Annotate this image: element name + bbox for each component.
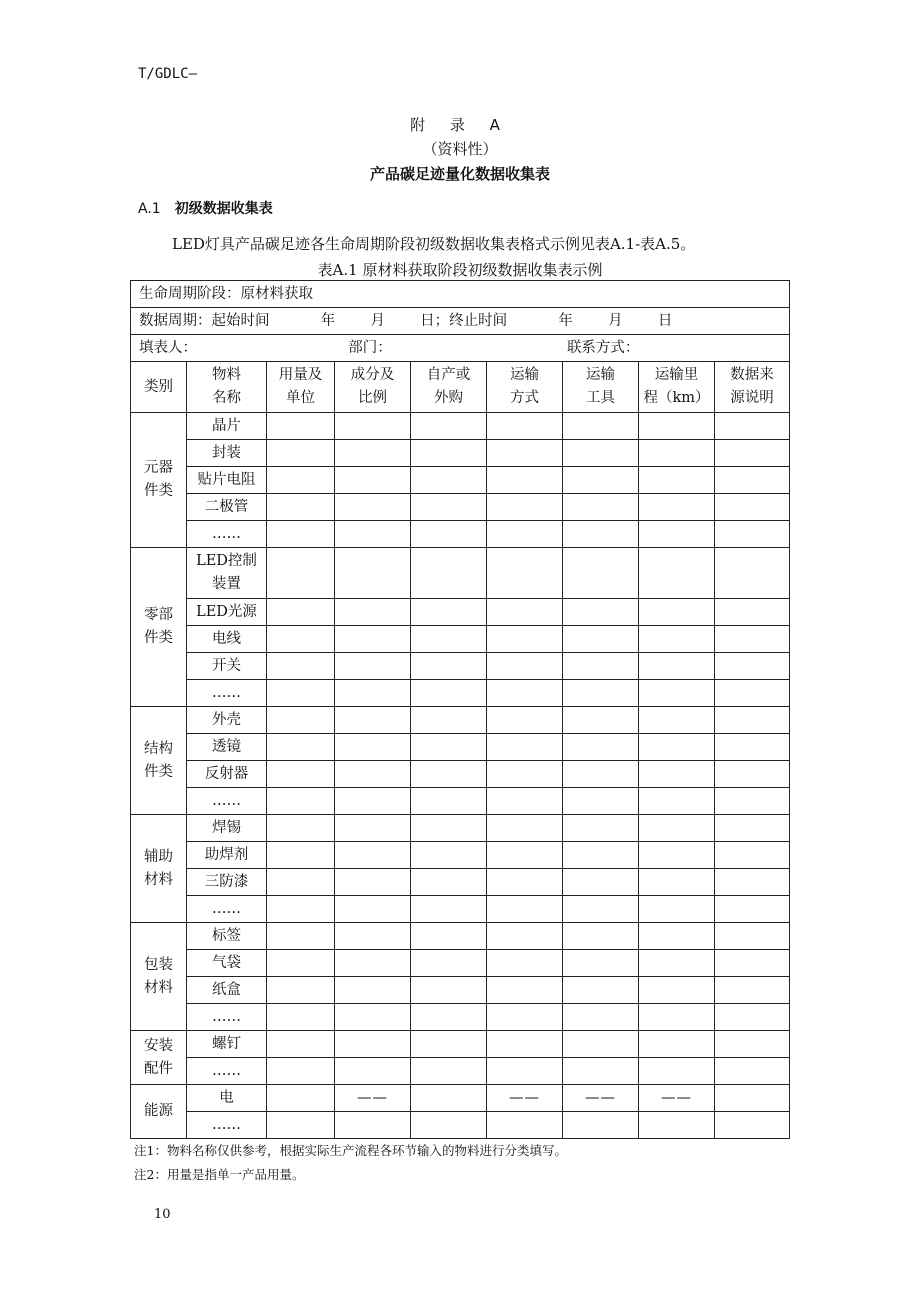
col-header-data-source: 数据来 源说明 xyxy=(715,362,790,413)
category-cell: 能源 xyxy=(131,1085,187,1139)
period-day-end-label: 日；终止时间 xyxy=(420,312,508,329)
material-name: 反射器 xyxy=(187,761,267,788)
material-name: LED控制 装置 xyxy=(187,548,267,599)
table-row xyxy=(131,815,790,842)
table-row xyxy=(131,680,790,707)
table-row xyxy=(131,869,790,896)
material-name: 开关 xyxy=(187,653,267,680)
col-header-material: 物料 名称 xyxy=(187,362,267,413)
material-name: 电线 xyxy=(187,626,267,653)
material-name: 纸盒 xyxy=(187,977,267,1004)
material-name: 焊锡 xyxy=(187,815,267,842)
period-year-start: 年 xyxy=(320,312,336,329)
material-name: 封装 xyxy=(187,440,267,467)
col-header-category: 类别 xyxy=(131,362,187,413)
material-name: 贴片电阻 xyxy=(187,467,267,494)
table-row xyxy=(131,653,790,680)
category-cell: 结构 件类 xyxy=(131,707,187,815)
material-name: 外壳 xyxy=(187,707,267,734)
category-cell: 辅助 材料 xyxy=(131,815,187,923)
page-number: 10 xyxy=(154,1207,171,1222)
table-row xyxy=(131,1085,790,1112)
category-cell: 零部 件类 xyxy=(131,548,187,707)
table-row xyxy=(131,761,790,788)
intro-paragraph: LED灯具产品碳足迹各生命周期阶段初级数据收集表格式示例见表A.1-表A.5。 xyxy=(172,235,696,253)
filler-row xyxy=(131,335,790,362)
appendix-name: 产品碳足迹量化数据收集表 xyxy=(369,165,550,183)
table-row xyxy=(131,440,790,467)
col-header-quantity: 用量及 单位 xyxy=(267,362,335,413)
table-row xyxy=(131,1058,790,1085)
table-row xyxy=(131,467,790,494)
table-row xyxy=(131,977,790,1004)
section-number: A.1 xyxy=(138,201,161,217)
filler-label: 填表人： xyxy=(139,339,197,356)
material-name: LED光源 xyxy=(187,599,267,626)
material-name: 二极管 xyxy=(187,494,267,521)
col-header-transport-tool: 运输 工具 xyxy=(563,362,639,413)
material-name: …… xyxy=(187,788,267,815)
material-name: 螺钉 xyxy=(187,1031,267,1058)
appendix-nature: （资料性） xyxy=(422,140,498,158)
table-row xyxy=(131,923,790,950)
material-name: …… xyxy=(187,1112,267,1139)
dept-label: 部门： xyxy=(348,339,392,356)
material-name: 标签 xyxy=(187,923,267,950)
na-dash: —— xyxy=(487,1085,563,1112)
period-row xyxy=(131,308,790,335)
material-name: 晶片 xyxy=(187,413,267,440)
category-cell: 包装 材料 xyxy=(131,923,187,1031)
header-row xyxy=(131,362,790,413)
col-header-transport-mode: 运输 方式 xyxy=(487,362,563,413)
table-row xyxy=(131,494,790,521)
period-month-end: 月 xyxy=(608,312,623,329)
col-header-transport-distance: 运输里 程（km） xyxy=(639,362,715,413)
section-title: 初级数据收集表 xyxy=(174,201,273,217)
table-row xyxy=(131,842,790,869)
table-row xyxy=(131,626,790,653)
stage-row: 生命周期阶段：原材料获取 xyxy=(131,281,790,308)
table-caption: 表A.1 原材料获取阶段初级数据收集表示例 xyxy=(317,261,603,279)
data-collection-table xyxy=(130,280,790,1139)
material-name: 三防漆 xyxy=(187,869,267,896)
na-dash: —— xyxy=(563,1085,639,1112)
category-cell: 元器 件类 xyxy=(131,413,187,548)
table-row xyxy=(131,734,790,761)
table-row xyxy=(131,1031,790,1058)
table-row xyxy=(131,548,790,599)
category-cell: 安装 配件 xyxy=(131,1031,187,1085)
table-row xyxy=(131,521,790,548)
material-name: …… xyxy=(187,896,267,923)
material-name: …… xyxy=(187,680,267,707)
note-1: 注1：物料名称仅供参考，根据实际生产流程各环节输入的物料进行分类填写。 xyxy=(134,1143,567,1158)
table-row xyxy=(131,950,790,977)
material-name: 气袋 xyxy=(187,950,267,977)
col-header-source: 自产或 外购 xyxy=(411,362,487,413)
material-name: …… xyxy=(187,1004,267,1031)
material-name: 助焊剂 xyxy=(187,842,267,869)
table-row xyxy=(131,1004,790,1031)
na-dash: —— xyxy=(335,1085,411,1112)
contact-label: 联系方式： xyxy=(566,339,640,356)
table-row xyxy=(131,707,790,734)
table-row xyxy=(131,896,790,923)
material-name: 电 xyxy=(187,1085,267,1112)
table-row xyxy=(131,599,790,626)
table-row xyxy=(131,1112,790,1139)
col-header-composition: 成分及 比例 xyxy=(335,362,411,413)
section-heading xyxy=(138,198,273,218)
material-name: …… xyxy=(187,1058,267,1085)
period-label: 数据周期：起始时间 xyxy=(139,312,270,329)
period-month-start: 月 xyxy=(370,312,385,329)
period-year-end: 年 xyxy=(558,312,573,329)
appendix-title: 附 录 A xyxy=(410,116,510,134)
table-row xyxy=(131,788,790,815)
material-name: 透镜 xyxy=(187,734,267,761)
table-row xyxy=(131,413,790,440)
material-name: …… xyxy=(187,521,267,548)
na-dash: —— xyxy=(639,1085,715,1112)
period-day-end: 日 xyxy=(657,312,673,329)
note-2: 注2：用量是指单一产品用量。 xyxy=(134,1167,305,1182)
document-code: T/GDLC— xyxy=(138,66,198,82)
